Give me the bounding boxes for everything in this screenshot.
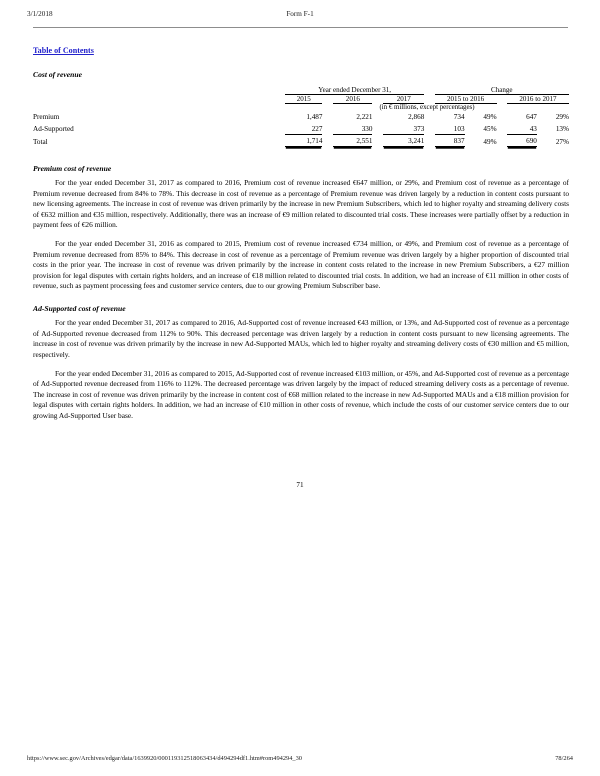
paragraph-premium-2017: For the year ended December 31, 2017 as compared to 2016, Premium cost of revenue increased €647 million, or 29%, and Premium cost of revenue as a percentage of Premium revenue decreased from 84% to 78%. This decrease in cost of revenue as a percentage of Premium revenue was driven largely by a reduction in content costs pursuant to new licensing agreements. The increase in cost of revenue was driven primarily by the increase in new Premium Subscribers, which led to higher royalty and streaming delivery costs of €632 million and €35 million, respectively. Additionally, there was an increase of €9 million related to discounted trial costs. These increases were partially offset by a reduction in payment fees of €26 million. xyxy=(33,178,569,229)
premium-percent-2015-2016: 49% xyxy=(483,113,497,122)
column-header-2016: 2016 xyxy=(333,95,372,104)
row-label-ad-supported: Ad-Supported xyxy=(33,125,74,134)
table-units-row xyxy=(33,104,569,112)
print-header-date: 3/1/2018 xyxy=(27,10,53,18)
heading-cost-of-revenue: Cost of revenue xyxy=(33,70,82,79)
cell-spacer xyxy=(322,111,333,122)
total-change-2016-2017: 690 xyxy=(507,134,537,147)
cell-spacer xyxy=(372,134,383,147)
header-divider xyxy=(33,27,568,28)
cell-spacer xyxy=(322,122,333,134)
total-2016: 2,551 xyxy=(333,134,372,147)
print-footer xyxy=(0,755,600,767)
ad-supported-percent-2016-2017: 13% xyxy=(555,125,569,134)
ad-supported-percent-2015-2016: 45% xyxy=(483,125,497,134)
paragraph-ad-supported-2017: For the year ended December 31, 2017 as compared to 2016, Ad-Supported cost of revenue increased €43 million, or 13%, and Ad-Supported cost of revenue as a percentage of Ad-Supported revenue decreased from 112% to 90%. This decreased percentage was driven largely by a reduction in content costs pursuant to new licensing agreements. The increase in cost of revenue was driven primarily by the increase in new Ad-Supported MAUs, which led to higher royalty and streaming delivery costs of €30 million and €5 million, respectively. xyxy=(33,318,569,359)
premium-change-2015-2016: 734 xyxy=(453,113,465,122)
paragraph-ad-supported-2016: For the year ended December 31, 2016 as compared to 2015, Ad-Supported cost of revenue increased €103 million, or 45%, and Ad-Supported cost of revenue as a percentage of Ad-Supported revenue decreased from 116% to 112%. The decreased percentage was driven largely by the impact of reduced streaming delivery costs as a percentage of revenue. The increase in cost of revenue was driven primarily by the increase in content cost of €68 million related to the increase in new Ad-Supported MAUs and a €18 million provision for legal disputes with certain rights holders. In addition, we had an increase of €10 million in other costs of revenue, which include the costs of our customer service centers due to our growing Ad-Supported User base. xyxy=(33,369,569,420)
group-header-year-ended: Year ended December 31, xyxy=(285,86,424,95)
header-spacer xyxy=(372,95,383,104)
total-percent-2015-2016: 49% xyxy=(483,137,497,146)
document-content xyxy=(33,40,569,421)
group-header-gap xyxy=(424,86,434,95)
paragraph-premium-2016: For the year ended December 31, 2016 as compared to 2015, Premium cost of revenue increased €734 million, or 49%, and Premium cost of revenue as a percentage of Premium revenue decreased from 85% to 84%. This decrease in cost of revenue as a percentage of Premium revenue was driven largely by a higher proportion of discounted trial costs in the prior year. The increase in cost of revenue was driven primarily by the increase in content costs related to the increase in new Premium Subscribers, a €27 million provision for legal disputes with certain rights holders, and an increase of €18 million related to discounted trial costs. In addition, we had an increase of €11 million in other costs of revenue, such as payment processing fees and customer service centers, due to our growing Premium Subscriber base. xyxy=(33,239,569,290)
ad-supported-change-2015-2016: 103 xyxy=(435,122,465,134)
cell-spacer xyxy=(322,134,333,147)
column-header-2016-to-2017: 2016 to 2017 xyxy=(507,95,569,104)
row-label-premium: Premium xyxy=(33,113,60,122)
column-header-2015-to-2016: 2015 to 2016 xyxy=(435,95,497,104)
total-2015: 1,714 xyxy=(285,134,322,147)
print-header xyxy=(0,10,600,24)
table-corner-cell xyxy=(33,86,285,95)
total-2017: 3,241 xyxy=(383,134,424,147)
ad-supported-2015: 227 xyxy=(285,122,322,134)
table-row xyxy=(33,122,569,134)
total-change-2015-2016: 837 xyxy=(435,134,465,147)
total-percent-2016-2017: 27% xyxy=(555,137,569,146)
cell-spacer xyxy=(497,134,507,147)
print-footer-page-count: 78/264 xyxy=(555,755,573,762)
cell-spacer xyxy=(424,111,434,122)
table-header-label-cell xyxy=(33,95,285,104)
premium-percent-2016-2017: 29% xyxy=(555,113,569,122)
cell-spacer xyxy=(497,122,507,134)
cell-spacer xyxy=(424,122,434,134)
cell-spacer xyxy=(372,111,383,122)
table-of-contents-link[interactable]: Table of Contents xyxy=(33,46,94,55)
header-spacer xyxy=(322,95,333,104)
print-header-title: Form F-1 xyxy=(286,10,314,18)
cell-spacer xyxy=(497,111,507,122)
ad-supported-change-2016-2017: 43 xyxy=(507,122,537,134)
ad-supported-2016: 330 xyxy=(333,122,372,134)
cell-spacer xyxy=(424,134,434,147)
column-header-2015: 2015 xyxy=(285,95,322,104)
print-footer-url: https://www.sec.gov/Archives/edgar/data/1639920/000119312518063434/d494294df1.htm#rom494294_30 xyxy=(27,755,303,762)
table-bottom-spacer xyxy=(33,147,569,152)
premium-change-2016-2017: 647 xyxy=(526,113,537,122)
heading-premium-cost-of-revenue: Premium cost of revenue xyxy=(33,164,112,174)
table-column-header-row xyxy=(33,95,569,104)
table-row-total xyxy=(33,134,569,147)
ad-supported-2017: 373 xyxy=(383,122,424,134)
group-header-change: Change xyxy=(435,86,569,95)
cell-spacer xyxy=(372,122,383,134)
heading-ad-supported-cost-of-revenue: Ad-Supported cost of revenue xyxy=(33,304,126,314)
units-label-cell xyxy=(33,104,285,112)
premium-2015: 1,487 xyxy=(306,113,323,122)
table-group-header-row xyxy=(33,86,569,95)
table-units-note: (in € millions, except percentages) xyxy=(379,104,475,111)
premium-2016: 2,221 xyxy=(356,113,373,122)
column-header-2017: 2017 xyxy=(383,95,424,104)
premium-2017: 2,868 xyxy=(408,113,425,122)
table-row xyxy=(33,111,569,122)
header-spacer xyxy=(497,95,507,104)
row-label-total: Total xyxy=(33,137,48,146)
cost-of-revenue-table xyxy=(33,86,569,151)
page-number: 71 xyxy=(296,481,304,489)
header-spacer xyxy=(424,95,434,104)
